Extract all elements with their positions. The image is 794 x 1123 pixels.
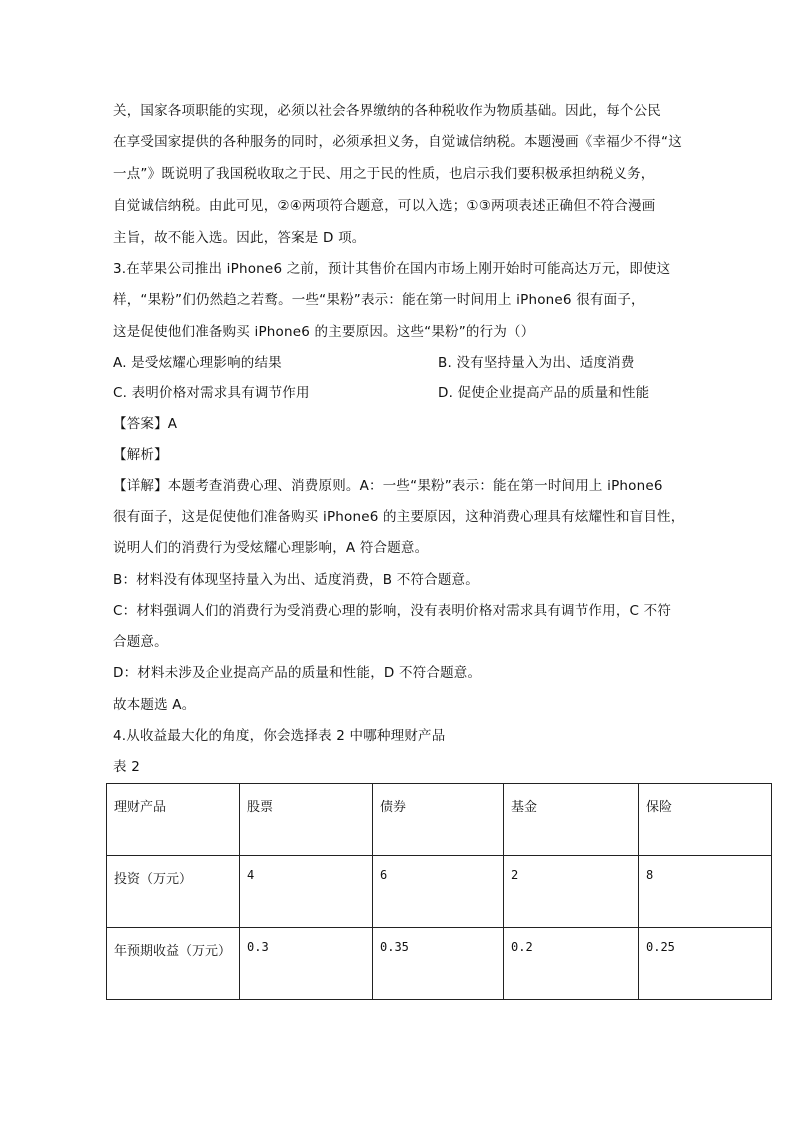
table-cell: 8 xyxy=(639,856,772,928)
table-cell: 2 xyxy=(504,856,639,928)
table-row xyxy=(107,856,772,928)
option-d: D. 促使企业提高产品的质量和性能 xyxy=(438,385,650,401)
text-line: 主旨，故不能入选。因此，答案是 D 项。 xyxy=(113,230,366,246)
question-3-text: 样，“果粉”们仍然趋之若鹜。一些“果粉”表示：能在第一时间用上 iPhone6 很有面子， xyxy=(113,292,645,308)
table-caption: 表 2 xyxy=(113,759,140,775)
detail-line: D：材料未涉及企业提高产品的质量和性能，D 不符合题意。 xyxy=(113,665,482,681)
table-cell: 0.2 xyxy=(504,928,639,1000)
detail-line: 很有面子，这是促使他们准备购买 iPhone6 的主要原因，这种消费心理具有炫耀性和盲目性， xyxy=(113,509,685,525)
question-3-text: 3.在苹果公司推出 iPhone6 之前，预计其售价在国内市场上刚开始时可能高达万元，即使这 xyxy=(113,261,671,277)
table-cell: 0.35 xyxy=(373,928,504,1000)
table-cell: 投资（万元） xyxy=(107,856,240,928)
table-header-cell: 理财产品 xyxy=(107,784,240,856)
text-line: 在享受国家提供的各种服务的同时，必须承担义务，自觉诚信纳税。本题漫画《幸福少不得“这 xyxy=(113,134,682,150)
table-header-cell: 基金 xyxy=(504,784,639,856)
question-4-text: 4.从收益最大化的角度，你会选择表 2 中哪种理财产品 xyxy=(113,728,446,744)
option-c: C. 表明价格对需求具有调节作用 xyxy=(113,385,310,401)
table-cell: 0.3 xyxy=(240,928,373,1000)
financial-products-table xyxy=(106,783,772,1000)
question-3-text: 这是促使他们准备购买 iPhone6 的主要原因。这些“果粉”的行为（） xyxy=(113,324,535,340)
table-header-row xyxy=(107,784,772,856)
table-cell: 年预期收益（万元） xyxy=(107,928,240,1000)
detail-line: 合题意。 xyxy=(113,634,168,650)
detail-line: B：材料没有体现坚持量入为出、适度消费，B 不符合题意。 xyxy=(113,572,479,588)
table-cell: 4 xyxy=(240,856,373,928)
text-line: 关，国家各项职能的实现，必须以社会各界缴纳的各种税收作为物质基础。因此，每个公民 xyxy=(113,103,661,119)
table-header-cell: 债券 xyxy=(373,784,504,856)
table-cell: 6 xyxy=(373,856,504,928)
option-b: B. 没有坚持量入为出、适度消费 xyxy=(438,355,635,371)
analysis-heading: 【解析】 xyxy=(113,447,168,463)
table-row xyxy=(107,928,772,1000)
answer-line: 【答案】A xyxy=(113,416,178,432)
option-a: A. 是受炫耀心理影响的结果 xyxy=(113,355,282,371)
text-line: 一点”》既说明了我国税收取之于民、用之于民的性质，也启示我们要积极承担纳税义务， xyxy=(113,166,655,182)
text-line: 自觉诚信纳税。由此可见，②④两项符合题意，可以入选；①③两项表述正确但不符合漫画 xyxy=(113,198,656,214)
detail-line: 【详解】本题考查消费心理、消费原则。A：一些“果粉”表示：能在第一时间用上 iPhone6 xyxy=(113,478,663,494)
table-cell: 0.25 xyxy=(639,928,772,1000)
table-header-cell: 保险 xyxy=(639,784,772,856)
table-header-cell: 股票 xyxy=(240,784,373,856)
detail-line: 说明人们的消费行为受炫耀心理影响，A 符合题意。 xyxy=(113,540,429,556)
detail-line: C：材料强调人们的消费行为受消费心理的影响，没有表明价格对需求具有调节作用，C 不符 xyxy=(113,603,672,619)
detail-line: 故本题选 A。 xyxy=(113,697,196,713)
